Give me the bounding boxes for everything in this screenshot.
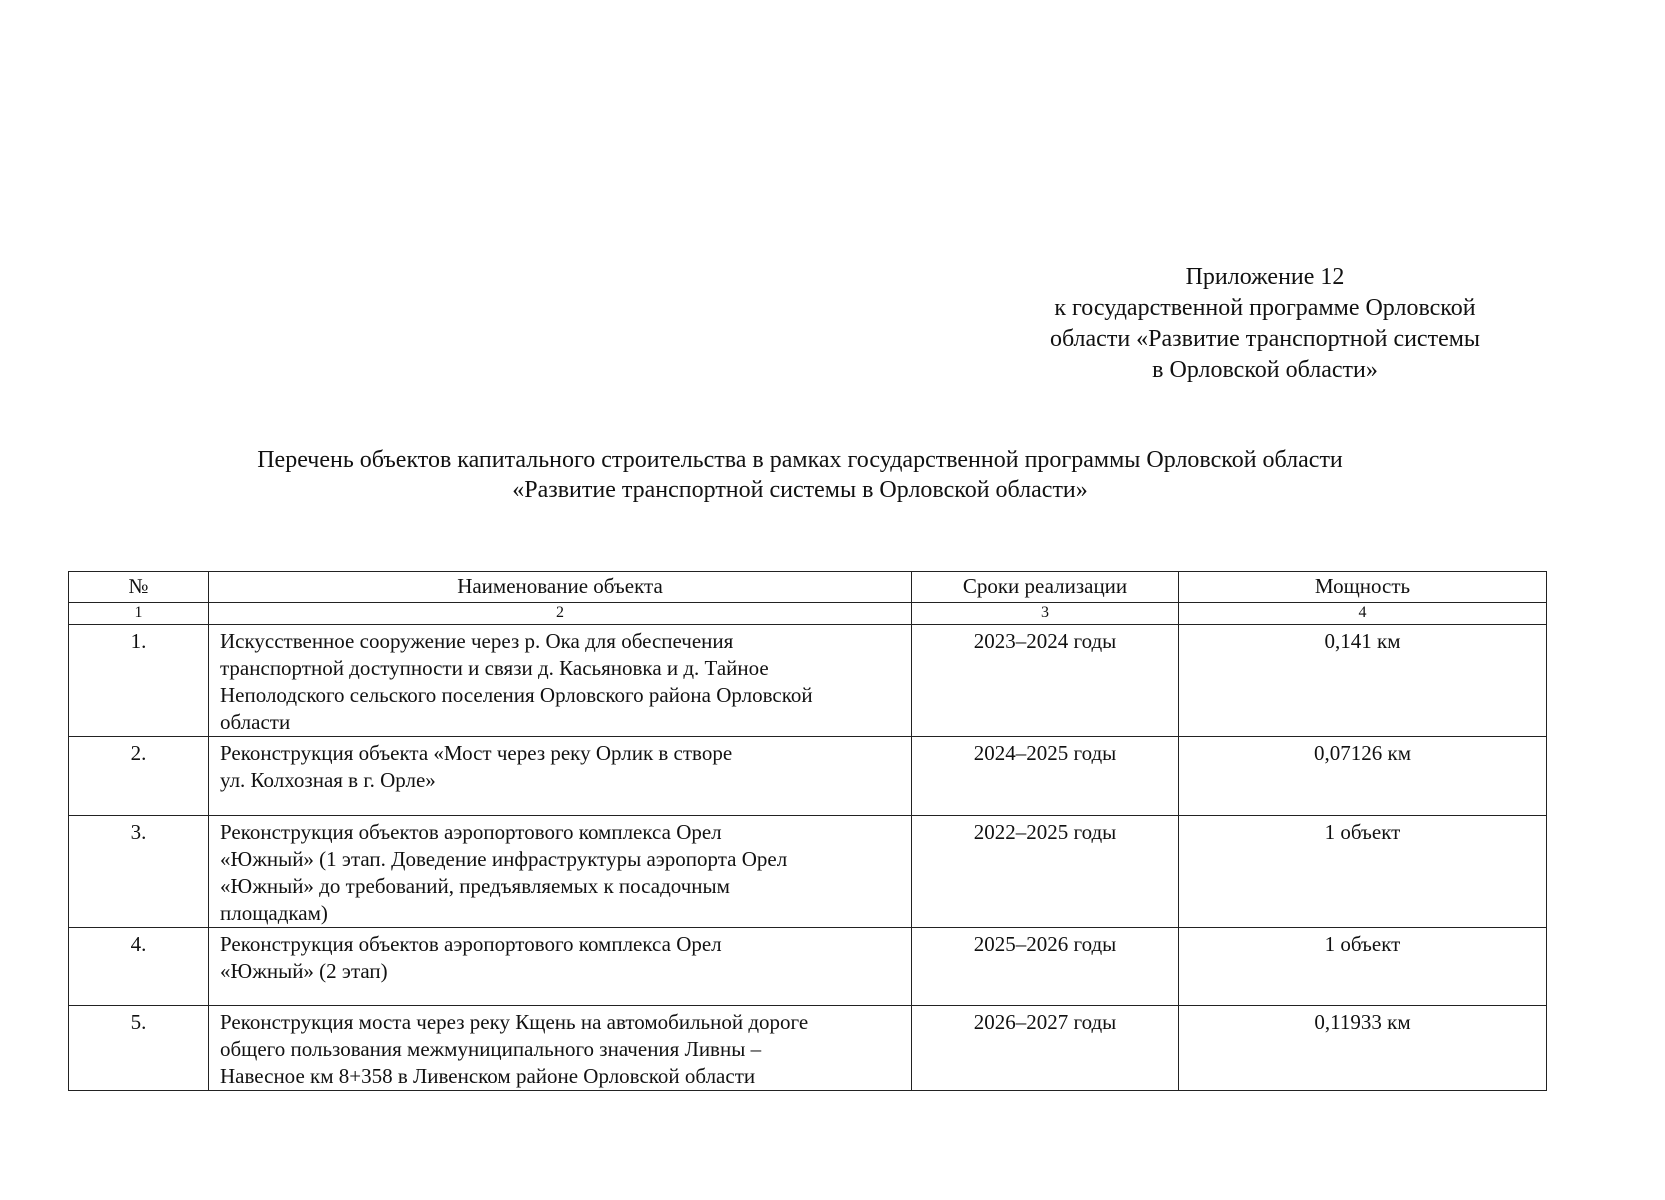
document-title-line: Перечень объектов капитального строительства в рамках государственной программы Орловской области: [257, 447, 1343, 473]
object-name-line: «Южный» до требований, предъявляемых к посадочным: [220, 874, 730, 898]
object-name: [209, 928, 912, 1006]
implementation-term: 2023–2024 годы: [912, 625, 1179, 737]
implementation-term: 2022–2025 годы: [912, 816, 1179, 928]
header-number: №: [69, 572, 209, 603]
object-name-line: общего пользования межмуниципального значения Ливны –: [220, 1037, 762, 1061]
table-header-row: [69, 572, 1547, 603]
table-row: [69, 928, 1547, 1006]
object-name-line: Реконструкция объекта «Мост через реку Орлик в створе: [220, 741, 733, 765]
object-name: [209, 625, 912, 737]
objects-table: [68, 571, 1547, 1091]
object-name-line: транспортной доступности и связи д. Касьяновка и д. Тайное: [220, 656, 769, 680]
column-number: 3: [912, 603, 1179, 625]
object-name-line: площадкам): [220, 901, 328, 925]
object-name: [209, 816, 912, 928]
row-number: 1.: [69, 625, 209, 737]
object-name-line: Реконструкция моста через реку Кщень на автомобильной дороге: [220, 1010, 809, 1034]
appendix-line: Приложение 12: [1185, 264, 1345, 290]
document-title: [100, 445, 1500, 505]
appendix-line: в Орловской области»: [1152, 357, 1378, 383]
column-number: 1: [69, 603, 209, 625]
object-name-line: Реконструкция объектов аэропортового комплекса Орел: [220, 932, 722, 956]
document-title-line: «Развитие транспортной системы в Орловской области»: [512, 477, 1088, 503]
object-name-line: «Южный» (2 этап): [220, 959, 388, 983]
table-row: [69, 1006, 1547, 1091]
object-name-line: ул. Колхозная в г. Орле»: [220, 768, 436, 792]
header-implementation-term: Сроки реализации: [912, 572, 1179, 603]
object-name: [209, 1006, 912, 1091]
object-name-line: «Южный» (1 этап. Доведение инфраструктуры аэропорта Орел: [220, 847, 788, 871]
implementation-term: 2026–2027 годы: [912, 1006, 1179, 1091]
appendix-line: к государственной программе Орловской: [1054, 295, 1476, 321]
object-name-line: Неполодского сельского поселения Орловского района Орловской: [220, 683, 813, 707]
appendix-line: области «Развитие транспортной системы: [1049, 326, 1481, 352]
capacity: 0,141 км: [1179, 625, 1547, 737]
object-name-line: Реконструкция объектов аэропортового комплекса Орел: [220, 820, 722, 844]
object-name-line: Навесное км 8+358 в Ливенском районе Орловской области: [220, 1064, 756, 1088]
row-number: 2.: [69, 737, 209, 816]
implementation-term: 2025–2026 годы: [912, 928, 1179, 1006]
table-row: [69, 737, 1547, 816]
capacity: 1 объект: [1179, 928, 1547, 1006]
implementation-term: 2024–2025 годы: [912, 737, 1179, 816]
object-name: [209, 737, 912, 816]
capacity: 0,11933 км: [1179, 1006, 1547, 1091]
object-name-line: области: [220, 710, 291, 734]
header-object-name: Наименование объекта: [209, 572, 912, 603]
row-number: 5.: [69, 1006, 209, 1091]
row-number: 4.: [69, 928, 209, 1006]
column-number: 4: [1179, 603, 1547, 625]
capacity: 1 объект: [1179, 816, 1547, 928]
capacity: 0,07126 км: [1179, 737, 1547, 816]
table-row: [69, 816, 1547, 928]
column-number-row: [69, 603, 1547, 625]
appendix-note: [1000, 262, 1530, 386]
table-row: [69, 625, 1547, 737]
row-number: 3.: [69, 816, 209, 928]
column-number: 2: [209, 603, 912, 625]
object-name-line: Искусственное сооружение через р. Ока для обеспечения: [220, 629, 734, 653]
header-capacity: Мощность: [1179, 572, 1547, 603]
